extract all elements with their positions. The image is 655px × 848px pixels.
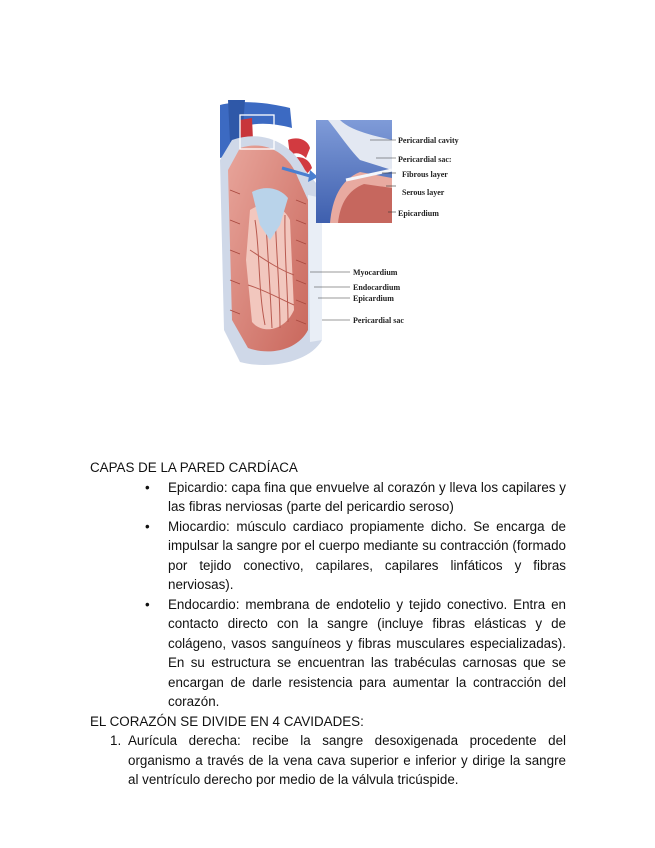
heart-wall-illustration (210, 100, 459, 375)
heading-heart-wall-layers: CAPAS DE LA PARED CARDÍACA (90, 460, 298, 475)
label-pericardial-sac: Pericardial sac (353, 316, 404, 325)
list-item-text: Epicardio: capa fina que envuelve al corazón y lleva los capilares y las fibras nerviosas (parte del pericardio seroso) (168, 479, 566, 514)
cavities-list (90, 731, 566, 790)
label-fibrous-layer: Fibrous layer (402, 170, 448, 179)
document-body (90, 458, 566, 790)
bullet-icon: • (145, 479, 150, 495)
heading-heart-cavities: EL CORAZÓN SE DIVIDE EN 4 CAVIDADES: (90, 713, 364, 729)
list-item-text: Endocardio: membrana de endotelio y tejido conectivo. Entra en contacto directo con la sangre (incluye fibras elásticas y de colágeno, vasos sanguíneos y fibras musculares especializadas). En su estructura se encuentran las trabéculas carnosas que se encargan de darle resistencia para aumentar la contracción del corazón. (168, 596, 566, 709)
label-epicardium-inset: Epicardium (398, 209, 439, 218)
label-pericardial-cavity: Pericardial cavity (398, 136, 459, 145)
list-item-auricula-derecha (90, 731, 566, 790)
list-item-text: Aurícula derecha: recibe la sangre desoxigenada procedente del organismo a través de la vena cava superior e inferior y dirige la sangre al ventrículo derecho por medio de la válvula tricúspide. (128, 733, 566, 787)
layers-list (90, 478, 566, 712)
label-epicardium: Epicardium (353, 294, 394, 303)
label-endocardium: Endocardium (353, 283, 401, 292)
bullet-icon: • (145, 518, 150, 534)
list-number: 1. (110, 733, 122, 748)
list-item-endocardio (90, 595, 566, 712)
list-item-text: Miocardio: músculo cardiaco propiamente dicho. Se encarga de impulsar la sangre por el cuerpo mediante su contracción (formado por tejido conectivo, capilares, capilares linfáticos y fibras nerviosas). (168, 518, 566, 592)
bullet-icon: • (145, 596, 150, 612)
label-myocardium: Myocardium (353, 268, 398, 277)
label-pericardial-sac-top: Pericardial sac: (398, 155, 452, 164)
list-item-miocardio (90, 517, 566, 595)
list-item-epicardio (90, 478, 566, 517)
label-serous-layer: Serous layer (402, 188, 445, 197)
